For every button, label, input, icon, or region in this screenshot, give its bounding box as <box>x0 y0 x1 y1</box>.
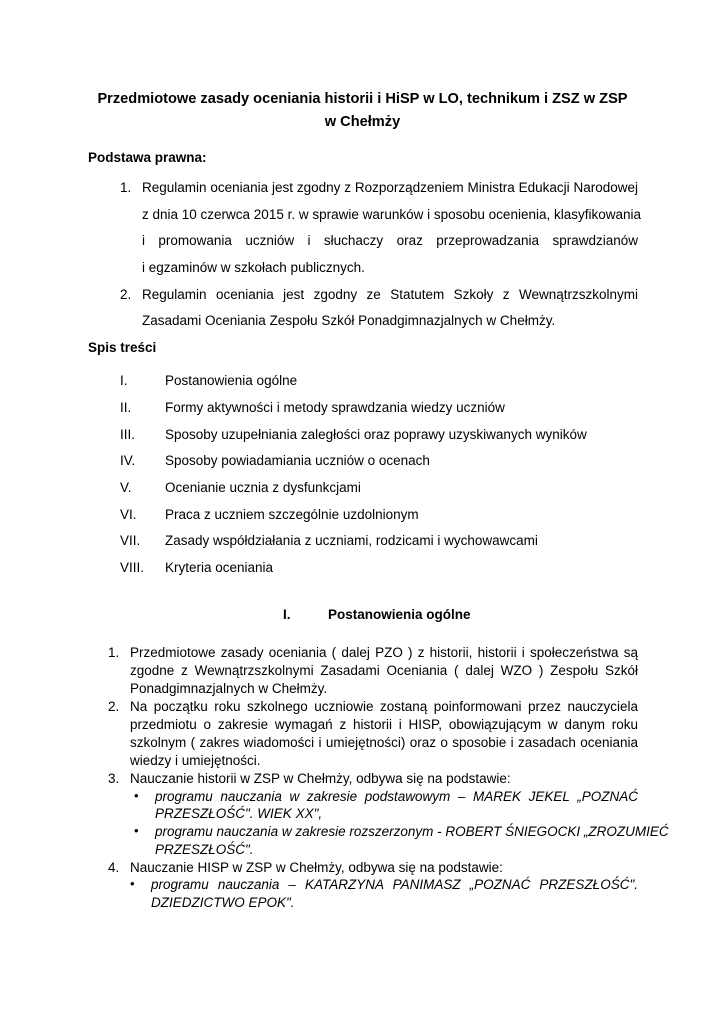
program-bullet-line: programu nauczania – KATARZYNA PANIMASZ „POZNAĆ PRZESZŁOŚĆ". <box>151 877 638 892</box>
section-1-item-1-line: zgodne z Wewnątrzszkolnymi Zasadami Oceniania ( dalej WZO ) Zespołu Szkół <box>130 663 638 678</box>
program-bullet-line: programu nauczania w zakresie rozszerzonym - ROBERT ŚNIEGOCKI „ZROZUMIEĆ <box>155 824 669 839</box>
program-bullet-line: programu nauczania w zakresie podstawowym – MAREK JEKEL „POZNAĆ <box>155 789 638 804</box>
toc-item-number: VIII. <box>120 560 145 575</box>
section-1-item-2-line: szkolnym ( zakres wiadomości i umiejętności) oraz o sposobie i zasadach oceniania <box>130 735 638 750</box>
section-1-item-3-number: 3. <box>108 771 120 786</box>
document-title <box>60 88 665 134</box>
toc-item-number: III. <box>120 427 136 442</box>
section-1-item-1-line: Przedmiotowe zasady oceniania ( dalej PZO ) z historii, historii i społeczeństwa są <box>130 645 638 660</box>
legal-item-1-number: 1. <box>120 180 132 195</box>
toc-item-text: Sposoby uzupełniania zaległości oraz poprawy uzyskiwanych wyników <box>165 427 587 442</box>
legal-item-2-number: 2. <box>120 287 132 302</box>
toc-item-text: Postanowienia ogólne <box>165 373 298 388</box>
section-1-item-2-line: wiedzy i umiejętności. <box>130 753 261 768</box>
toc-item-number: I. <box>120 373 128 388</box>
toc-item-text: Ocenianie ucznia z dysfunkcjami <box>165 480 361 495</box>
bullet-icon: • <box>134 823 139 838</box>
section-1-item-1-number: 1. <box>108 645 120 660</box>
section-1-item-2-number: 2. <box>108 699 120 714</box>
section-1-item-2-line: przedmiotu o zakresie wymagań z historii i HISP, obowiązującym w danym roku <box>130 717 638 732</box>
section-1-number: I. <box>283 607 291 622</box>
toc-item-number: II. <box>120 400 132 415</box>
program-bullet-line: PRZESZŁOŚĆ". <box>155 842 254 857</box>
legal-item-2-line: Zasadami Oceniania Zespołu Szkół Ponadgimnazjalnych w Chełmży. <box>142 313 556 328</box>
toc-item-number: V. <box>120 480 132 495</box>
program-bullet-line: DZIEDZICTWO EPOK". <box>151 895 295 910</box>
legal-item-2-line: Regulamin oceniania jest zgodny ze Statutem Szkoły z Wewnątrzszkolnymi <box>142 287 638 302</box>
title-line-2: w Chełmży <box>324 114 401 130</box>
section-1-item-3-line: Nauczanie historii w ZSP w Chełmży, odbywa się na podstawie: <box>130 771 511 786</box>
bullet-icon: • <box>134 788 139 803</box>
legal-item-1-line: z dnia 10 czerwca 2015 r. w sprawie warunków i sposobu ocenienia, klasyfikowania <box>142 207 642 222</box>
legal-item-1-line: Regulamin oceniania jest zgodny z Rozporządzeniem Ministra Edukacji Narodowej <box>142 180 638 195</box>
toc-item-text: Praca z uczniem szczególnie uzdolnionym <box>165 507 419 522</box>
toc-item-text: Zasady współdziałania z uczniami, rodzicami i wychowawcami <box>165 533 538 548</box>
legal-item-1-line: i promowania uczniów i słuchaczy oraz przeprowadzania sprawdzianów <box>142 233 638 248</box>
title-line-1: Przedmiotowe zasady oceniania historii i HiSP w LO, technikum i ZSZ w ZSP <box>97 91 628 107</box>
section-1-item-4-line: Nauczanie HISP w ZSP w Chełmży, odbywa się na podstawie: <box>130 860 503 875</box>
toc-heading: Spis treści <box>88 340 157 355</box>
toc-item-number: IV. <box>120 453 136 468</box>
toc-item-text: Formy aktywności i metody sprawdzania wiedzy uczniów <box>165 400 505 415</box>
toc-item-text: Kryteria oceniania <box>165 560 274 575</box>
legal-item-1-line: i egzaminów w szkołach publicznych. <box>142 260 365 275</box>
toc-item-number: VI. <box>120 507 137 522</box>
program-bullet-line: PRZESZŁOŚĆ". WIEK XX", <box>155 806 323 821</box>
section-1-item-2-line: Na początku roku szkolnego uczniowie zostaną poinformowani przez nauczyciela <box>130 699 638 714</box>
toc-item-text: Sposoby powiadamiania uczniów o ocenach <box>165 453 430 468</box>
legal-basis-heading: Podstawa prawna: <box>88 150 207 165</box>
section-1-item-1-line: Ponadgimnazjalnych w Chełmży. <box>130 681 328 696</box>
bullet-icon: • <box>130 876 135 891</box>
section-1-item-4-number: 4. <box>108 860 120 875</box>
section-1-title: Postanowienia ogólne <box>328 607 471 622</box>
toc-item-number: VII. <box>120 533 141 548</box>
